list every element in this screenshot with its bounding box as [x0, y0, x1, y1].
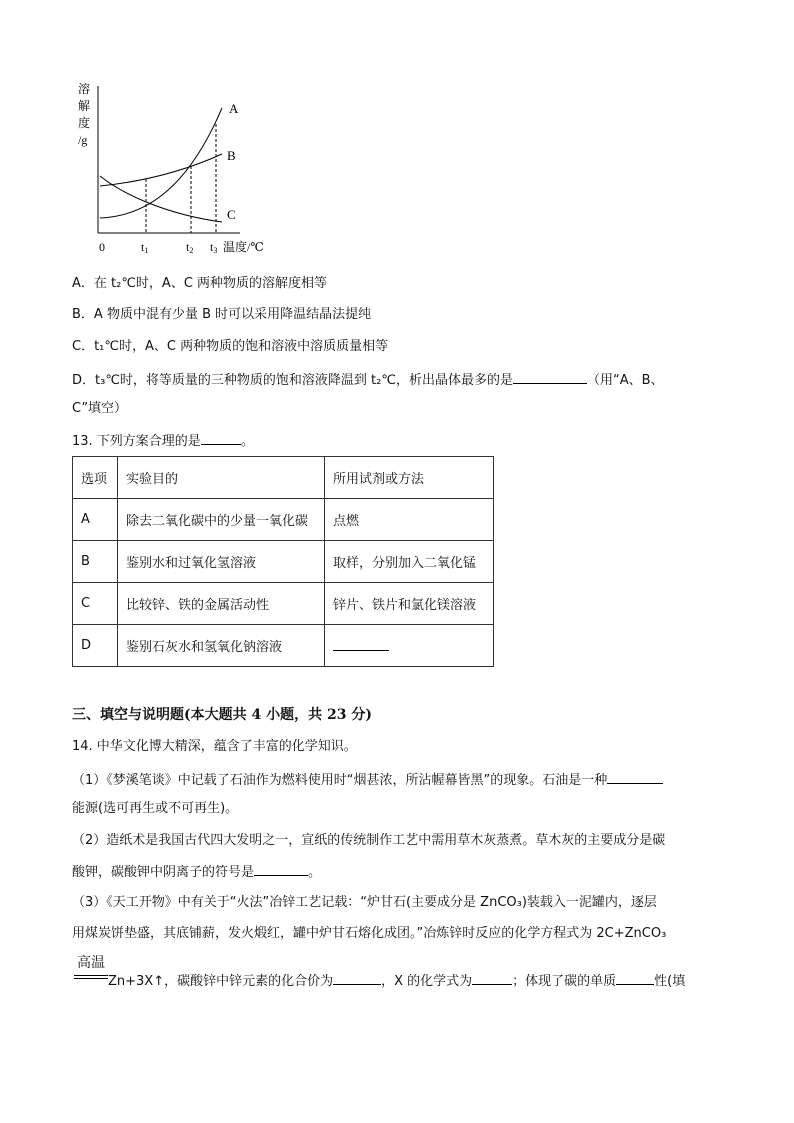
table-cell: B [73, 541, 118, 583]
q14-part1 [72, 770, 663, 790]
table-row [73, 583, 494, 625]
header-cell: 实验目的 [118, 457, 325, 499]
q12-option-d-text: D．t₃℃时，将等质量的三种物质的饱和溶液降温到 t₂℃，析出晶体最多的是 [72, 373, 513, 388]
answer-blank[interactable] [472, 971, 512, 985]
q12-option-d-hint: （用“A、B、 [586, 373, 664, 388]
header-cell: 选项 [73, 457, 118, 499]
q12-option-d-cont: C”填空） [72, 401, 128, 416]
table-cell: A [73, 499, 118, 541]
q14-part3: （3）《天工开物》中有关于“火法”冶锌工艺记载：“炉甘石(主要成分是 ZnCO₃)装载入一泥罐内，逐层 [72, 895, 657, 910]
q12-option-d [72, 370, 664, 390]
table-cell: 比较锌、铁的金属活动性 [118, 583, 325, 625]
curve-c [100, 176, 222, 222]
q14-part3-c3: ；体现了碳的单质 [512, 974, 617, 989]
origin-label: 0 [99, 240, 105, 254]
table-cell [325, 625, 494, 667]
q12-option-a: A．在 t₂℃时，A、C 两种物质的溶解度相等 [72, 276, 328, 291]
y-axis-char-1: 溶 [78, 82, 91, 96]
q14-part2: （2）造纸术是我国古代四大发明之一，宣纸的传统制作工艺中需用草木灰蒸煮。草木灰的主要成分是碳 [72, 833, 666, 848]
table-cell: 取样，分别加入二氧化锰 [325, 541, 494, 583]
table-row [73, 625, 494, 667]
table-row [73, 541, 494, 583]
answer-blank[interactable] [607, 770, 663, 784]
reaction-arrow-2 [74, 978, 108, 979]
q13-stem-end: 。 [240, 434, 254, 449]
q12-option-b: B．A 物质中混有少量 B 时可以采用降温结晶法提纯 [72, 307, 372, 322]
q14-part3-c4: 性(填 [654, 974, 686, 989]
curve-label-b: B [227, 148, 236, 163]
x-axis-label: 温度/℃ [223, 240, 264, 254]
q14-part3-c2: ，X 的化学式为 [381, 974, 473, 989]
tick-t3: t3 [210, 240, 218, 255]
q14-part2-text: 酸钾，碳酸钾中阴离子的符号是 [72, 865, 255, 880]
table-cell: 除去二氧化碳中的少量一氧化碳 [118, 499, 325, 541]
answer-blank[interactable] [616, 971, 654, 985]
table-row [73, 499, 494, 541]
q14-part1-text: （1）《梦溪笔谈》中记载了石油作为燃料使用时“烟甚浓，所沾幄幕皆黑”的现象。石油是一种 [72, 773, 608, 788]
curve-a [100, 108, 222, 218]
q14-part2-end: 。 [308, 865, 322, 880]
q14-part3-cont: 用煤炭饼垫盛，其底铺薪，发火煅红，罐中炉甘石熔化成团。”冶炼锌时反应的化学方程式为 2C+ZnCO₃ [72, 926, 667, 941]
answer-blank[interactable] [513, 370, 587, 384]
q12-option-c: C．t₁℃时，A、C 两种物质的饱和溶液中溶质质量相等 [72, 339, 389, 354]
table-cell: 鉴别水和过氧化氢溶液 [118, 541, 325, 583]
solubility-curve-figure [70, 78, 270, 258]
table-cell: C [73, 583, 118, 625]
y-axis-char-3: 度 [78, 116, 91, 130]
tick-t2: t2 [186, 240, 194, 255]
q14-part3-c1: Zn+3X↑，碳酸锌中锌元素的化合价为 [108, 974, 334, 989]
reaction-condition: 高温 [77, 955, 105, 971]
header-cell: 所用试剂或方法 [325, 457, 494, 499]
y-axis-char-4: /g [78, 133, 88, 147]
q14-part3-equation [108, 971, 685, 991]
tick-t1: t1 [141, 240, 149, 255]
answer-blank[interactable] [201, 431, 241, 445]
reaction-arrow [74, 975, 108, 976]
q14-part1-cont: 能源(选可再生或不可再生)。 [72, 801, 239, 816]
q13-stem [72, 431, 254, 451]
table-cell: 鉴别石灰水和氢氧化钠溶液 [118, 625, 325, 667]
q13-stem-text: 13. 下列方案合理的是 [72, 434, 201, 449]
curve-label-c: C [227, 207, 236, 222]
q14-stem: 14. 中华文化博大精深，蕴含了丰富的化学知识。 [72, 739, 357, 754]
q13-table [72, 456, 494, 667]
answer-blank[interactable] [333, 971, 381, 985]
table-cell: 锌片、铁片和氯化镁溶液 [325, 583, 494, 625]
table-cell: D [73, 625, 118, 667]
y-axis-char-2: 解 [78, 99, 91, 113]
q14-part2-cont [72, 862, 321, 882]
table-header-row [73, 457, 494, 499]
table-cell: 点燃 [325, 499, 494, 541]
section-title: 三、填空与说明题(本大题共 4 小题，共 23 分) [72, 707, 372, 723]
answer-blank[interactable] [254, 862, 308, 876]
curve-b [100, 154, 222, 186]
curve-label-a: A [229, 101, 239, 116]
answer-blank[interactable] [333, 637, 389, 651]
